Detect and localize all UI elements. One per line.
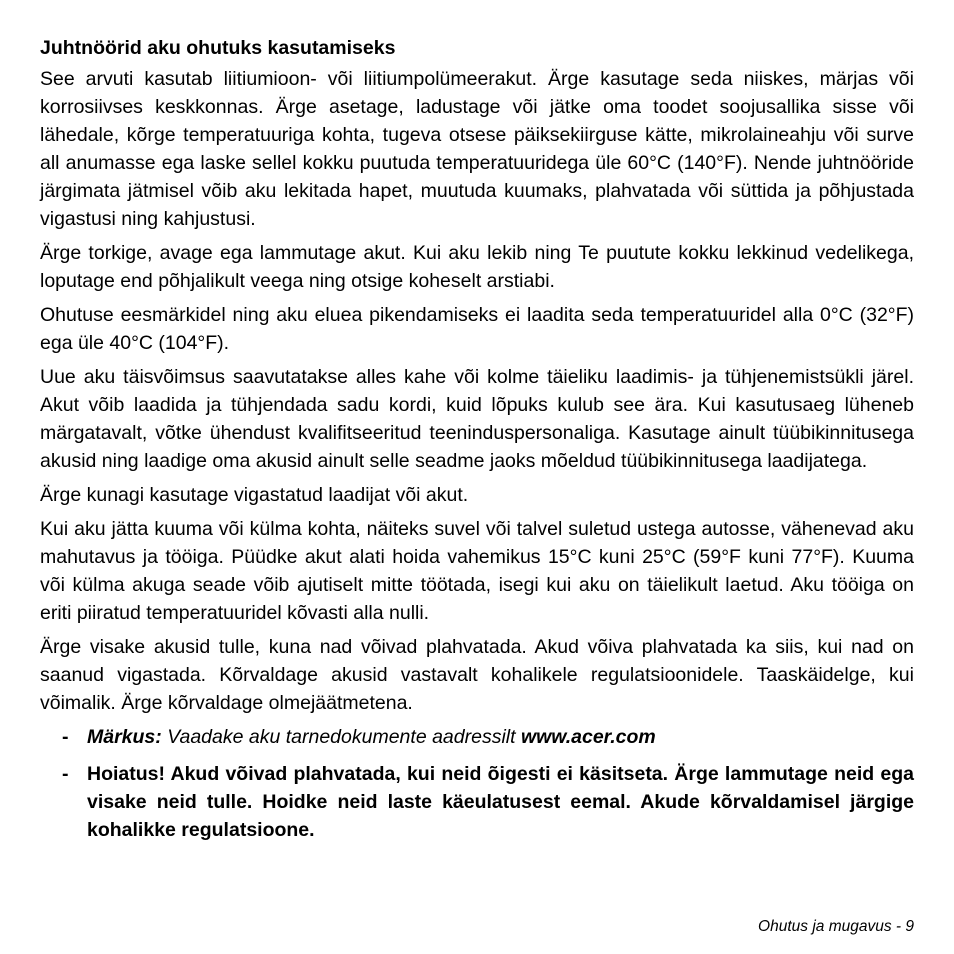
- note-label: Märkus:: [87, 726, 162, 748]
- paragraph-battery-environment: See arvuti kasutab liitiumioon- või liitiumpolümeerakut. Ärge kasutage seda niiskes, märjas või korrosiivses keskkonnas. Ärge asetage, ladustage või jätke oma toodet soojusallika sisse või lähedale, kõrge temperatuuriga kohta, tugeva otsese päiksekiirguse kätte, mikrolaineahju või surve all anumasse ega laske sellel kokku puutuda temperatuuridega üle 60°C (140°F). Nende juhtnööride järgimata jätmisel võib aku lekitada hapet, muutuda kuumaks, plahvatada või süttida ja põhjustada vigastusi ning kahjustusi.: [40, 68, 914, 230]
- paragraph-disposal: Ärge visake akusid tulle, kuna nad võivad plahvatada. Akud võiva plahvatada ka siis, kui nad on saanud vigastada. Kõrvaldage akusid vastavalt kohalikele regulatsioonidele. Taaskäidelge, kui võimalik. Ärge kõrvaldage olmejäätmetena.: [40, 636, 914, 714]
- section-heading: Juhtnöörid aku ohutuks kasutamiseks: [40, 37, 396, 59]
- list-dash: -: [62, 726, 69, 748]
- warning-item: [40, 760, 914, 844]
- paragraph-charging-temperature: Ohutuse eesmärkidel ning aku eluea pikendamiseks ei laadita seda temperatuuridel alla 0°C (32°F) ega üle 40°C (104°F).: [40, 304, 914, 354]
- document-page: [40, 35, 914, 853]
- note-text: Vaadake aku tarnedokumente aadressilt: [161, 726, 521, 748]
- list-dash: -: [62, 763, 69, 785]
- notes-list: [40, 723, 914, 844]
- paragraph-battery-leak: Ärge torkige, avage ega lammutage akut. Kui aku lekib ning Te puutute kokku lekkinud vedelikega, loputage end põhjalikult veega ning otsige koheselt arstiabi.: [40, 242, 914, 292]
- note-item: [40, 723, 914, 751]
- paragraph-damaged-charger: Ärge kunagi kasutage vigastatud laadijat või akut.: [40, 484, 469, 506]
- note-url: www.acer.com: [520, 726, 656, 748]
- paragraph-battery-capacity: Uue aku täisvõimsus saavutatakse alles kahe või kolme täieliku laadimis- ja tühjenemistsükli järel. Akut võib laadida ja tühjendada sadu kordi, kuid lõpuks kulub see ära. Kui kasutusaeg lüheneb märgatavalt, võtke ühendust kvalifitseeritud teeninduspersonaliga. Kasutage ainult tüübikinnitusega akusid ning laadige oma akusid ainult selle seadme jaoks mõeldud tüübikinnitusega laadijatega.: [40, 366, 914, 472]
- page-footer: [758, 916, 914, 938]
- footer-section-title: Ohutus ja mugavus: [758, 918, 892, 935]
- paragraph-hot-cold-storage: Kui aku jätta kuuma või külma kohta, näiteks suvel või talvel suletud ustega autosse, vähenevad aku mahutavus ja tööiga. Püüdke akut alati hoida vahemikus 15°C kuni 25°C (59°F kuni 77°F). Kuuma või külma akuga seade võib ajutiselt mitte töötada, isegi kui aku on täielikult laetud. Aku tööiga on eriti piiratud temperatuuridel kõvasti alla nulli.: [40, 518, 914, 624]
- footer-separator: -: [891, 918, 906, 935]
- warning-text: Hoiatus! Akud võivad plahvatada, kui neid õigesti ei käsitseta. Ärge lammutage neid ega visake neid tulle. Hoidke neid laste käeulatusest eemal. Akude kõrvaldamisel järgige kohalikke regulatsioone.: [87, 763, 914, 841]
- page-number: 9: [905, 918, 914, 935]
